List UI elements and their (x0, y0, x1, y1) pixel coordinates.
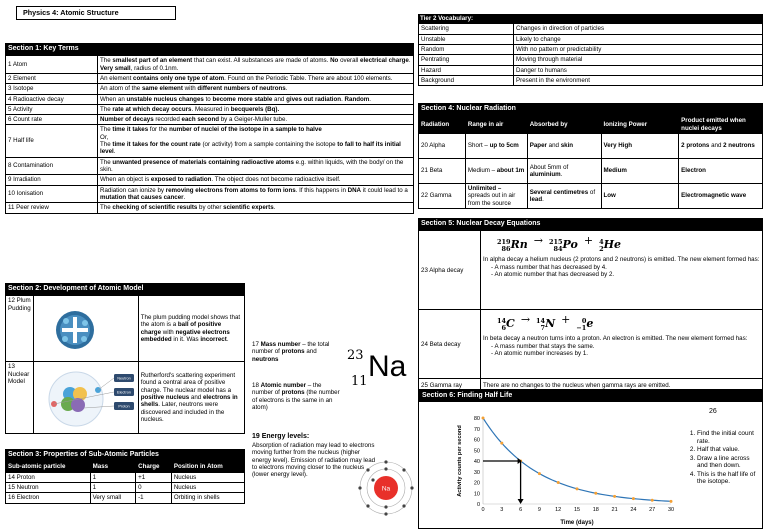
element-symbol: N (545, 317, 556, 331)
half-life-step: 4. This is the half life of the isotope. (697, 471, 761, 486)
equation-operator: + (561, 313, 571, 327)
vocab-word: Random (419, 44, 514, 54)
key-terms-table (5, 55, 414, 213)
page-title: Physics 4: Atomic Structure (16, 6, 176, 20)
radiation-row (419, 183, 763, 208)
mass-number: 0 (581, 317, 587, 326)
equation-operator: → (533, 234, 543, 248)
key-term-name: 7 Half life (6, 125, 98, 157)
radiation-cell: 20 Alpha (419, 133, 466, 158)
equation-operator: + (583, 234, 594, 248)
alpha-decay-equation (497, 235, 760, 252)
key-terms-section (5, 43, 414, 214)
radiation-cell: Paper and skin (527, 133, 601, 158)
atomic-model-heading: Section 2: Development of Atomic Model (5, 283, 245, 295)
radiation-cell: Electromagnetic wave (679, 183, 763, 208)
element-symbol: Po (562, 238, 578, 252)
data-point (670, 500, 673, 503)
nuclide (497, 318, 515, 331)
mass-number: 14 (536, 317, 546, 326)
down-arrowhead (518, 499, 524, 504)
nuclide-numbers (549, 239, 563, 252)
y-tick-label: 10 (473, 491, 480, 498)
particle-cell: +1 (136, 472, 172, 482)
vocab-table (418, 23, 763, 86)
key-term-definition: Radiation can ionize by removing electrons from atoms to form ions. If this happens in DNA it could lead to a mutation that causes cancer. (98, 185, 414, 203)
alpha-decay-label: 23 Alpha decay (419, 231, 481, 310)
mass-number: 219 (497, 238, 511, 247)
key-term-row (6, 125, 414, 157)
key-terms-heading: Section 1: Key Terms (5, 43, 414, 55)
particle-cell: Nucleus (171, 482, 244, 492)
nuclide-numbers (497, 239, 511, 252)
particle-cell: Very small (90, 493, 135, 503)
model-term-label: 12 Plum Pudding (8, 297, 31, 312)
vocab-definition: Danger to humans (514, 65, 763, 75)
vocab-word: Hazard (419, 65, 514, 75)
decay-heading: Section 5: Nuclear Decay Equations (418, 218, 763, 230)
key-term-definition: An atom of the same element with different numbers of neutrons. (98, 84, 414, 94)
radiation-column-header: Product emitted when nuclei decays (679, 116, 763, 134)
key-term-row (6, 73, 414, 83)
particle-cell: 1 (90, 472, 135, 482)
half-life-steps (687, 430, 761, 487)
neutron-label: Neutron (116, 376, 131, 381)
y-tick-label: 80 (473, 416, 480, 422)
vocab-row (419, 44, 763, 54)
na-mass-number: 23 (347, 348, 364, 363)
half-life-answer: 26 (709, 408, 717, 415)
element-symbol: He (603, 238, 621, 252)
key-term-definition: The smallest part of an element that can exist. All substances are made of atoms. No overall electrical charge. Very small, radius of 0.1nm. (98, 56, 414, 74)
key-term-definition: Number of decays recorded each second by a Geiger-Muller tube. (98, 115, 414, 125)
equation-operator: → (520, 313, 531, 327)
radiation-cell: 22 Gamma (419, 183, 466, 208)
key-term-definition: An element contains only one type of atom. Found on the Periodic Table. There are about 100 elements. (98, 73, 414, 83)
atomic-number: 2 (599, 244, 604, 253)
y-tick-label: 40 (473, 459, 480, 465)
x-tick-label: 15 (573, 507, 581, 513)
radiation-cell: Very High (601, 133, 679, 158)
key-term-name: 8 Contamination (6, 157, 98, 175)
radiation-column-header: Range in air (465, 116, 527, 134)
vocab-row (419, 55, 763, 65)
nuclide (536, 318, 555, 331)
key-term-name: 2 Element (6, 73, 98, 83)
mass-number: 14 (497, 317, 507, 326)
key-term-name: 4 Radioactive decay (6, 94, 98, 104)
model-term-label: 13 Nuclear Model (8, 363, 30, 385)
vocab-definition: Changes in direction of particles (514, 24, 763, 34)
data-point (500, 442, 503, 445)
y-axis-label: Activity counts per second (457, 425, 463, 497)
particles-column-header: Charge (136, 462, 172, 472)
key-term-definition: The unwanted presence of materials containing radioactive atoms e.g. within liquids, with the body/ on the skin. (98, 157, 414, 175)
atomic-number-text: 18 Atomic number – the number of protons (the number of electrons is the same in an atom) (252, 382, 340, 411)
particle-row (6, 482, 245, 492)
particle-cell: 0 (136, 482, 172, 492)
decay-point: - An atomic number that has decreased by 2. (491, 271, 760, 278)
vocab-definition: Moving through material (514, 55, 763, 65)
vocab-definition: With no pattern or predictability (514, 44, 763, 54)
radiation-table (418, 115, 763, 209)
particles-heading: Section 3: Properties of Sub-Atomic Particles (5, 449, 245, 461)
radiation-cell: Short – up to 5cm (465, 133, 527, 158)
key-term-name: 6 Count rate (6, 115, 98, 125)
radiation-cell: Electron (679, 158, 763, 183)
atomic-number: −1 (576, 323, 587, 332)
key-term-row (6, 104, 414, 114)
particle-cell: -1 (136, 493, 172, 503)
energy-levels-diagram (358, 460, 414, 516)
particle-cell: 14 Proton (6, 472, 91, 482)
x-tick-label: 12 (555, 507, 562, 513)
key-term-definition: The time it takes for the number of nuclei of the isotope in a sample to halve Or, The time it takes for the count rate (or activity) from a sample containing the isotope to fall to half its initial level. (98, 125, 414, 157)
particle-row (6, 472, 245, 482)
data-point (576, 487, 579, 490)
data-point (594, 492, 597, 495)
y-tick-label: 50 (473, 448, 480, 455)
vocab-row (419, 34, 763, 44)
na-symbol: Na (368, 350, 407, 383)
beta-decay-points (491, 343, 760, 358)
radiation-column-header: Ionizing Power (601, 116, 679, 134)
atomic-model-table (5, 295, 245, 434)
radiation-cell: Low (601, 183, 679, 208)
key-term-definition: When an object is exposed to radiation. The object does not become radioactive itself. (98, 175, 414, 185)
key-term-row (6, 175, 414, 185)
proton-label: Proton (118, 404, 130, 409)
atomic-number: 7 (540, 323, 546, 332)
particles-column-header: Position in Atom (171, 462, 244, 472)
vocab-heading: Tier 2 Vocabulary: (418, 14, 763, 23)
y-tick-label: 0 (476, 502, 480, 508)
data-point (613, 495, 616, 498)
nuclide (549, 239, 578, 252)
half-life-section (418, 389, 763, 529)
atomic-number: 6 (501, 323, 507, 332)
y-tick-label: 60 (473, 437, 480, 444)
x-tick-label: 21 (611, 507, 618, 513)
radiation-section (418, 103, 763, 209)
key-term-name: 10 Ionisation (6, 185, 98, 203)
x-tick-label: 9 (537, 507, 541, 513)
vocab-row (419, 75, 763, 85)
particle-row (6, 493, 245, 503)
key-term-name: 3 Isotope (6, 84, 98, 94)
nuclide (576, 318, 593, 331)
decay-point: - A mass number that stays the same. (491, 343, 760, 350)
radiation-column-header: Radiation (419, 116, 466, 134)
nuclide (599, 239, 621, 252)
key-term-row (6, 84, 414, 94)
key-term-definition: When an unstable nucleus changes to become more stable and gives out radiation. Random. (98, 94, 414, 104)
x-tick-label: 18 (592, 507, 599, 513)
energy-levels-heading: 19 Energy levels: (252, 433, 310, 440)
y-tick-label: 20 (473, 480, 480, 487)
data-point (651, 499, 654, 502)
particles-section (5, 449, 245, 504)
x-tick-label: 27 (649, 507, 656, 513)
nuclide-numbers (497, 318, 506, 331)
plum-pudding-diagram (33, 296, 138, 362)
vocab-word: Unstable (419, 34, 514, 44)
key-term-name: 9 Irradiation (6, 175, 98, 185)
radiation-cell: 2 protons and 2 neutrons (679, 133, 763, 158)
data-point (632, 497, 635, 500)
data-point (538, 472, 541, 475)
beta-decay-label: 24 Beta decay (419, 310, 481, 379)
gamma-ray-label: 25 Gamma ray (419, 379, 481, 392)
particles-column-header: Mass (90, 462, 135, 472)
radiation-column-header: Absorbed by (527, 116, 601, 134)
x-tick-label: 24 (630, 507, 637, 513)
particle-cell: Nucleus (171, 472, 244, 482)
atomic-number: 86 (501, 244, 511, 253)
particle-cell: 15 Neutron (6, 482, 91, 492)
data-point (557, 481, 560, 484)
y-tick-label: 30 (473, 469, 480, 476)
key-term-row (6, 203, 414, 213)
x-tick-label: 0 (481, 507, 485, 513)
model-term (6, 296, 34, 362)
half-life-heading: Section 6: Finding Half Life (419, 390, 762, 402)
particles-column-header: Sub-atomic particle (6, 462, 91, 472)
nuclide-numbers (576, 318, 586, 331)
mass-number: 215 (548, 238, 563, 247)
key-term-row (6, 115, 414, 125)
key-term-row (6, 157, 414, 175)
energy-levels-text: Absorption of radiation may lead to electrons moving further from the nucleus (higher energy level). Emission of radiation may lead to electrons moving closer to the nucleus (lower energy level). (252, 442, 376, 479)
nuclear-model-diagram (33, 362, 138, 434)
element-symbol: e (586, 317, 594, 331)
particle-cell: 1 (90, 482, 135, 492)
vocab-row (419, 65, 763, 75)
radiation-cell: Several centimetres of lead. (527, 183, 601, 208)
decay-point: - A mass number that has decreased by 4. (491, 264, 760, 271)
model-term (6, 362, 34, 434)
key-term-row (6, 185, 414, 203)
key-term-name: 1 Atom (6, 56, 98, 74)
vocab-section (418, 14, 763, 86)
na-atomic-number: 11 (351, 374, 368, 389)
model-description: The plum pudding model shows that the atom is a ball of positive charge with negative electrons embedded in it. Was incorrect. (138, 296, 244, 362)
nuclide-numbers (536, 318, 545, 331)
mass-number: 4 (599, 238, 604, 247)
x-tick-label: 3 (500, 507, 504, 513)
particles-table (5, 461, 245, 503)
gamma-ray-text: There are no changes to the nucleus when gamma rays are emitted. (481, 379, 763, 392)
radiation-cell: 21 Beta (419, 158, 466, 183)
alpha-decay-points (491, 264, 760, 279)
element-symbol: Rn (510, 238, 528, 252)
x-tick-label: 6 (519, 507, 523, 513)
key-term-name: 11 Peer review (6, 203, 98, 213)
half-life-chart (451, 410, 681, 528)
vocab-definition: Present in the environment (514, 75, 763, 85)
vocab-word: Background (419, 75, 514, 85)
element-symbol: C (506, 317, 515, 331)
nucleus-label: Na (381, 485, 391, 493)
key-term-definition: The checking of scientific results by other scientific experts. (98, 203, 414, 213)
particle-cell: 16 Electron (6, 493, 91, 503)
decay-section (418, 218, 763, 392)
key-term-name: 5 Activity (6, 104, 98, 114)
key-term-definition: The rate at which decay occurs. Measured in becquerels (Bq). (98, 104, 414, 114)
half-life-step: 1. Find the initial count rate. (697, 430, 761, 445)
radiation-cell: About 5mm of aluminium. (527, 158, 601, 183)
model-description: Rutherford's scattering experiment found a central area of positive charge. The nuclear model has a positive nucleus and electrons in shells. Later, neutrons were discovered and included in the nucleus. (138, 362, 244, 434)
particle-cell: Orbiting in shells (171, 493, 244, 503)
electron-label: Electron (116, 390, 131, 395)
half-life-step: 2. Half that value. (697, 446, 761, 454)
key-term-row (6, 94, 414, 104)
vocab-row (419, 24, 763, 34)
beta-decay-equation (497, 314, 760, 331)
vocab-definition: Likely to change (514, 34, 763, 44)
mass-number-text: 17 Mass number – the total number of protons and neutrons (252, 341, 330, 363)
radiation-row (419, 133, 763, 158)
radiation-cell: Medium (601, 158, 679, 183)
half-life-step: 3. Draw a line across and then down. (697, 455, 761, 470)
key-term-row (6, 56, 414, 74)
radiation-cell: Medium – about 1m (465, 158, 527, 183)
radiation-row (419, 158, 763, 183)
radiation-cell: Unlimited – spreads out in air from the source (465, 183, 527, 208)
x-tick-label: 30 (667, 507, 675, 513)
x-axis-label: Time (days) (560, 520, 594, 526)
nuclide (497, 239, 528, 252)
decay-point: - An atomic number increases by 1. (491, 350, 760, 357)
radiation-heading: Section 4: Nuclear Radiation (418, 103, 763, 115)
data-point (482, 417, 485, 420)
atomic-number: 84 (553, 244, 563, 253)
beta-decay-text: In beta decay a neutron turns into a proton. An electron is emitted. The new element formed has: (483, 335, 748, 343)
atomic-model-section (5, 283, 245, 434)
y-tick-label: 70 (473, 426, 480, 433)
decay-table (418, 230, 763, 392)
vocab-word: Pentrating (419, 55, 514, 65)
alpha-decay-text: In alpha decay a helium nucleus (2 protons and 2 neutrons) is emitted. The new element formed has: (483, 256, 760, 264)
vocab-word: Scattering (419, 24, 514, 34)
